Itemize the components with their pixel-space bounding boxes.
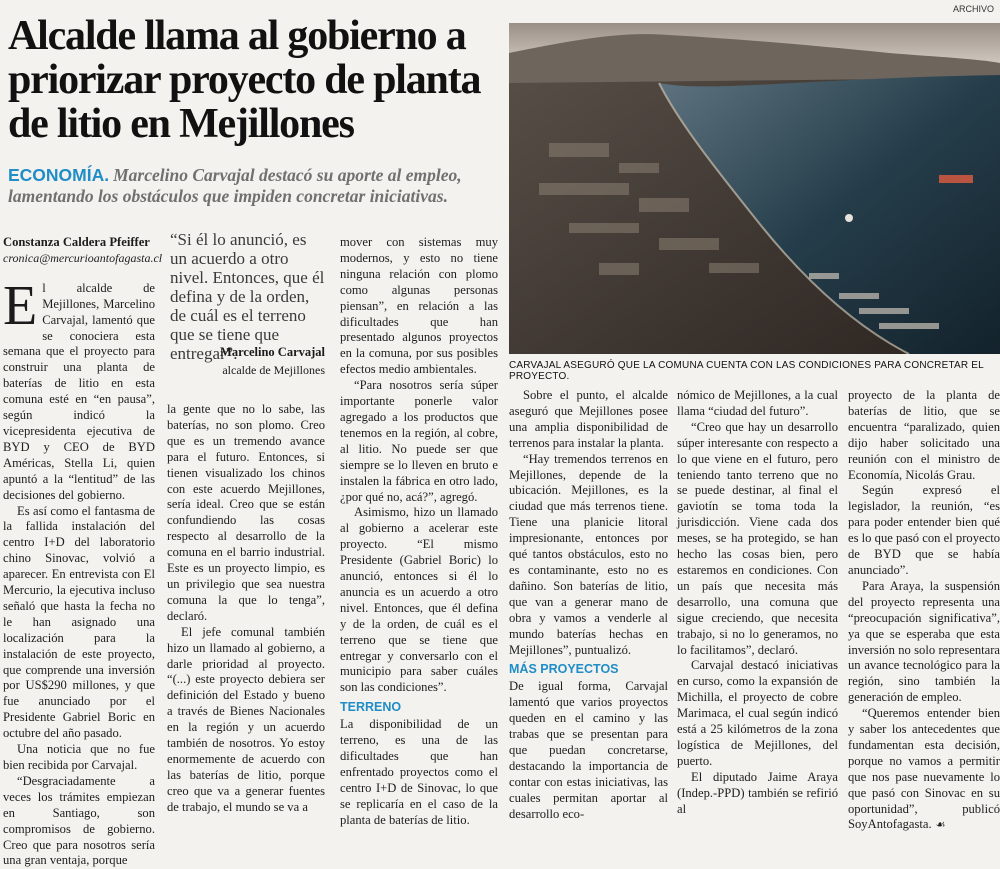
photo-caption: CARVAJAL ASEGURÓ QUE LA COMUNA CUENTA CON LAS CONDICIONES PARA CONCRETAR EL PROYECTO. [509,360,984,382]
byline [3,235,163,267]
aerial-photo-mejillones [509,23,1000,354]
paragraph: nómico de Mejillones, a la cual llama “ciudad del futuro”. [677,388,838,418]
pull-quote: “Si él lo anunció, es un acuerdo a otro nivel. Entonces, que él defina y de la orden, de cuál es el terreno que se tiene que entregar”. [170,230,325,363]
pull-quote-role: alcalde de Mejillones [222,363,325,377]
author-email: cronica@mercurioantofagasta.cl [3,250,163,265]
end-mark-icon: ☙ [935,818,946,832]
paragraph: Una noticia que no fue bien recibida por Carvajal. [3,742,155,772]
column-2 [167,402,325,816]
paragraph: Sobre el punto, el alcalde aseguró que Mejillones posee una amplia disponibilidad de terrenos para instalar la planta. [509,388,668,450]
paragraph: “Creo que hay un desarrollo súper interesante con respecto a lo que viene en el futuro, pero teniendo tanto terreno que no se puede destinar, al final el gaviotín se toma toda la jurisdicción. Viene cada dos meses, se ha protegido, se han hecho las cosas bien, pero estaremos en condiciones. Con un país que necesita más desarrollo, una comuna que sigue creciendo, que necesita trabajo, si no lo generamos, no lo facilitamos”, declaró. [677,419,838,657]
subhead-mas-proyectos: MÁS PROYECTOS [509,662,619,677]
paragraph: Asimismo, hizo un llamado al gobierno a acelerar este proyecto. “El mismo Presidente (Gabriel Boric) lo anunció, entonces si él lo anuncia es un acuerdo a otro nivel. Entonces, que él defina y de la orden, de cuál es el terreno que se tiene que entregar y conversarlo con el municipio para saber cuáles son las condiciones”. [340,505,498,695]
column-1 [3,235,163,869]
paragraph: “Desgraciadamente a veces los trámites empiezan en Santiago, son compromisos de gobierno. Creo que para nosotros sería una gran ventaja, porque [3,773,155,868]
paragraph: “Queremos entender bien y saber los antecedentes que fundamentan esta decisión, porque no vamos a permitir que nos pase nuevamente lo que pasó con Sinovac en su oportunidad”, publicó SoyAntofagasta. ☙ [848,706,1000,832]
column-3 [340,235,498,829]
paragraph: El jefe comunal también hizo un llamado al gobierno, a darle prioridad al proyecto. “(...) este proyecto debiera ser definición del Estado y bueno a través de Bienes Nacionales en la región y un acuerdo también de nosotros. Yo estoy enormemente de acuerdo con las baterías de litio, porque creo que va a generar fuentes de trabajo, el mundo se va a [167,624,325,814]
paragraph: Para Araya, la suspensión del proyecto representa una “preocupación significativa”, ya que se esperaba que esta inversión no solo representara un avance tecnológico para la región, sino también la generación de empleo. [848,578,1000,705]
section-kicker: ECONOMÍA. [8,165,110,185]
column-6 [848,388,1000,833]
paragraph: mover con sistemas muy modernos, y esto no tiene ninguna relación con plomo como algunas personas piensan”, en relación a las dificultades que han presentado algunos proyectos en la comuna, por sus posibles efectos medio ambientales. [340,235,498,377]
lead-text: Marcelino Carvajal destacó su aporte al empleo, lamentando los obstáculos que impiden concretar iniciativas. [8,165,462,206]
column-4 [509,388,668,822]
paragraph: proyecto de la planta de baterías de litio, que se encuentra “paralizado, quien dijo haber solicitado una reunión con el ministro de Economía, Nicolás Grau. [848,388,1000,482]
pull-quote-attribution [170,345,325,378]
column-5 [677,388,838,817]
paragraph: De igual forma, Carvajal lamentó que varios proyectos queden en el camino y las trabas que se presentan para que puedan concretarse, destacando la importancia de contar con estas iniciativas, las cuales permitan aportar al desarrollo eco- [509,679,668,821]
photo-credit: ARCHIVO [952,4,994,14]
paragraph: “Hay tremendos terrenos en Mejillones, depende de la ubicación. Mejillones, es la ciudad que más terrenos tiene. Tiene una planicie litoral impresionante, entonces por qué tantos obstáculos, esto no es contaminante, esto no es dañino. Son baterías de litio, que van a generar mano de obra y vamos a venderle al mundo baterías hechas en Mejillones”, puntualizó. [509,451,668,657]
paragraph: El diputado Jaime Araya (Indep.-PPD) también se refirió al [677,769,838,816]
author-name: Constanza Caldera Pfeiffer [3,235,150,249]
subhead-terreno: TERRENO [340,700,402,715]
headline: Alcalde llama al gobierno a priorizar proyecto de planta de litio en Mejillones [8,13,481,147]
aerial-photo-illustration [509,23,1000,354]
paragraph: Según expresó el legislador, la reunión, “es para poder entender bien qué es lo que pasó con el proyecto de BYD que se había anunciado”. [848,483,1000,577]
pull-quote-author: Marcelino Carvajal [220,345,325,359]
paragraph: Es así como el fantasma de la fallida instalación del centro I+D del laboratorio chino Sinovac, volvió a aparecer. En entrevista con El Mercurio, la ejecutiva incluso señaló que hasta la fecha no le han asignado una localización para la instalación de este proyecto, que comprende una inversión por US$290 millones, y que fue anunciado por el Presidente Gabriel Boric en octubre del año pasado. [3,503,155,741]
paragraph: Carvajal destacó iniciativas en curso, como la expansión de Michilla, el proyecto de cobre Marimaca, el cual según indicó está a 25 kilómetros de la zona logística de Mejillones, del puerto. [677,658,838,768]
drop-cap: E [3,274,38,337]
paragraph: la gente que no lo sabe, las baterías, no son plomo. Creo que es un tremendo avance para el futuro. Entonces, si tienen visualizado los chinos con este acuerdo Mejillones, sería ideal. Creo que se están confundiendo las cosas respecto al desarrollo de la comuna en el barrio industrial. Este es un proyecto limpio, es un privilegio que sea nuestra comuna la que lo tenga”, declaró. [167,402,325,623]
paragraph: El alcalde de Mejillones, Marcelino Carvajal, lamentó que se conociera esta semana que el proyecto para construir una planta de baterías de litio en esta comuna esté en “en pausa”, según indicó la vicepresidenta ejecutiva de BYD y CEO de BYD Américas, Stella Li, quien apuntó a la “lentitud” de las decisiones del gobierno. [3,274,155,502]
paragraph: La disponibilidad de un terreno, es una de las dificultades que han enfrentado proyectos como el centro I+D de Sinovac, lo que se replicaría en el caso de la planta de baterías de litio. [340,717,498,827]
paragraph: “Para nosotros sería súper importante ponerle valor agregado a los productos que tenemos en la región, al cobre, al litio. No puede ser que siempre se lo lleven en bruto e instalen la fábrica en otro lado, ¿por qué no, acá?”, agregó. [340,378,498,504]
lead-paragraph [8,165,503,207]
